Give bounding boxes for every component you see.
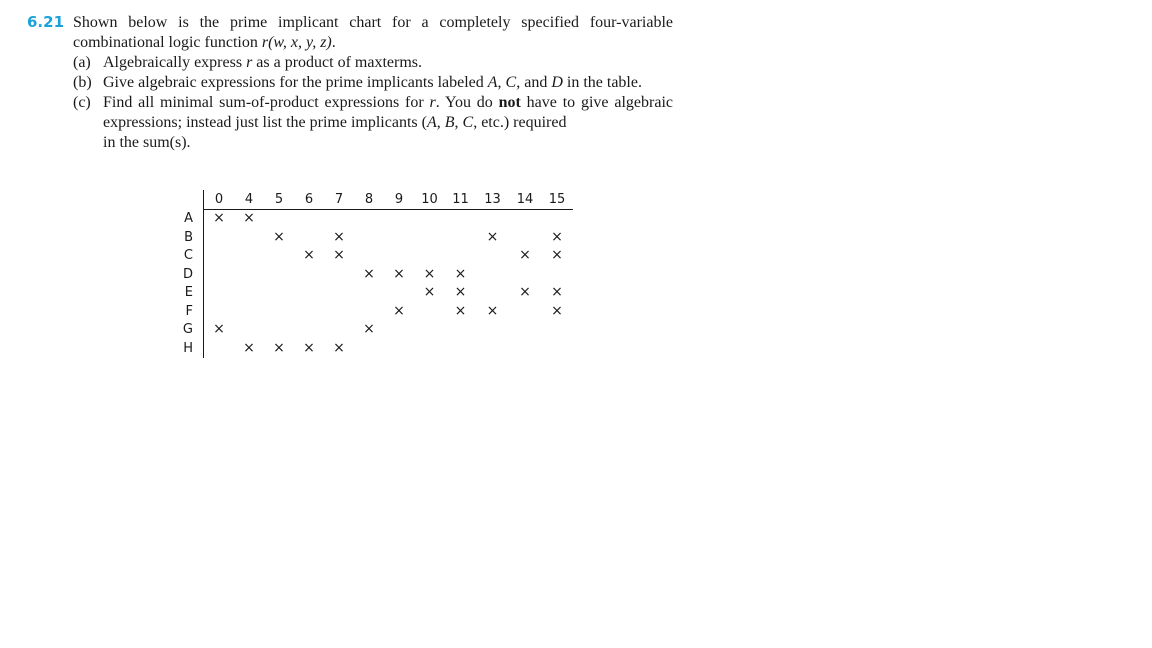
chart-cell: [509, 228, 541, 247]
chart-cell: [294, 339, 324, 358]
prime-implicant-row: [176, 302, 573, 321]
prime-implicant-label: D: [182, 266, 193, 282]
chart-cell: [476, 302, 509, 321]
chart-cell: [414, 284, 445, 303]
chart-cell: [509, 321, 541, 340]
part-a-label: (a): [73, 54, 91, 71]
minterm-header: 15: [541, 190, 573, 209]
chart-cell: [384, 209, 414, 228]
chart-cell: [476, 321, 509, 340]
chart-cell: [509, 339, 541, 358]
chart-cell: [234, 339, 264, 358]
chart-cell: [354, 339, 384, 358]
chart-cell: [204, 228, 235, 247]
chart-cell: [384, 284, 414, 303]
chart-cell: [324, 321, 354, 340]
chart-cell: [264, 321, 294, 340]
minterm-header: 7: [324, 190, 354, 209]
chart-cell: [445, 247, 476, 266]
cover-mark: ×: [551, 247, 563, 264]
chart-cell: [324, 265, 354, 284]
chart-cell: [204, 321, 235, 340]
chart-cell: [384, 321, 414, 340]
cover-mark: ×: [243, 210, 255, 227]
problem-intro: [73, 13, 673, 53]
chart-cell: [445, 339, 476, 358]
chart-cell: [476, 209, 509, 228]
chart-cell: [264, 228, 294, 247]
chart-cell: [234, 302, 264, 321]
chart-cell: [445, 265, 476, 284]
chart-cell: [294, 302, 324, 321]
chart-cell: [204, 302, 235, 321]
chart-cell: [264, 209, 294, 228]
prime-implicant-row: [176, 339, 573, 358]
cover-mark: ×: [213, 210, 225, 227]
prime-implicant-label: B: [184, 229, 193, 245]
prime-implicant-row: [176, 265, 573, 284]
chart-cell: [476, 228, 509, 247]
minterm-header: 5: [264, 190, 294, 209]
chart-cell: [324, 302, 354, 321]
chart-cell: [354, 247, 384, 266]
cover-mark: ×: [551, 228, 563, 245]
prime-implicant-label: F: [185, 303, 193, 319]
prime-implicant-row: [176, 321, 573, 340]
chart-cell: [294, 228, 324, 247]
chart-cell: [509, 247, 541, 266]
chart-cell: [509, 265, 541, 284]
chart-cell: [294, 321, 324, 340]
chart-cell: [476, 247, 509, 266]
chart-cell: [476, 339, 509, 358]
chart-cell: [445, 302, 476, 321]
cover-mark: ×: [363, 265, 375, 282]
cover-mark: ×: [273, 339, 285, 356]
minterm-header: 6: [294, 190, 324, 209]
part-a: [73, 53, 673, 73]
chart-cell: [294, 247, 324, 266]
chart-cell: [354, 302, 384, 321]
chart-cell: [234, 247, 264, 266]
chart-cell: [384, 339, 414, 358]
chart-cell: [204, 247, 235, 266]
chart-cell: [294, 284, 324, 303]
cover-mark: ×: [303, 247, 315, 264]
cover-mark: ×: [519, 284, 531, 301]
minterm-header-row: [176, 190, 573, 209]
cover-mark: ×: [333, 247, 345, 264]
minterm-header: 4: [234, 190, 264, 209]
cover-mark: ×: [333, 339, 345, 356]
cover-mark: ×: [454, 302, 467, 319]
cover-mark: ×: [551, 302, 563, 319]
chart-cell: [204, 339, 235, 358]
prime-implicant-label: C: [183, 248, 193, 264]
chart-cell: [354, 284, 384, 303]
minterm-header: 8: [354, 190, 384, 209]
chart-cell: [354, 265, 384, 284]
part-b-label: (b): [73, 74, 92, 91]
chart-cell: [445, 321, 476, 340]
part-b: [73, 73, 673, 93]
cover-mark: ×: [243, 339, 255, 356]
cover-mark: ×: [423, 265, 436, 282]
prime-implicant-label: A: [184, 211, 193, 226]
chart-cell: [414, 321, 445, 340]
cover-mark: ×: [393, 302, 405, 319]
chart-cell: [541, 284, 573, 303]
cover-mark: ×: [486, 302, 499, 319]
function-name: r(w, x, y, z): [261, 34, 332, 51]
prime-implicant-row: [176, 247, 573, 266]
prime-implicant-label: E: [184, 285, 193, 301]
chart-cell: [541, 321, 573, 340]
chart-cell: [414, 302, 445, 321]
minterm-header: 13: [476, 190, 509, 209]
chart-cell: [541, 339, 573, 358]
chart-cell: [541, 247, 573, 266]
chart-cell: [445, 284, 476, 303]
chart-cell: [414, 209, 445, 228]
chart-cell: [354, 228, 384, 247]
prime-implicant-row: [176, 228, 573, 247]
intro-end: .: [331, 34, 336, 51]
chart-cell: [324, 339, 354, 358]
cover-mark: ×: [273, 228, 285, 245]
chart-cell: [354, 209, 384, 228]
chart-cell: [234, 209, 264, 228]
cover-mark: ×: [333, 228, 345, 245]
chart-cell: [234, 265, 264, 284]
chart-cell: [354, 321, 384, 340]
chart-corner: [176, 190, 204, 209]
prime-implicant-row: [176, 209, 573, 228]
chart-body: [176, 209, 573, 358]
minterm-header: 11: [445, 190, 476, 209]
part-c-label: (c): [73, 94, 91, 111]
chart-cell: [234, 228, 264, 247]
cover-mark: ×: [213, 321, 225, 338]
cover-mark: ×: [423, 284, 436, 301]
chart-cell: [264, 302, 294, 321]
part-c: [73, 93, 673, 153]
prime-implicant-chart: [176, 190, 573, 358]
chart-cell: [509, 209, 541, 228]
chart-cell: [414, 247, 445, 266]
cover-mark: ×: [303, 339, 315, 356]
chart-cell: [445, 228, 476, 247]
chart-cell: [541, 209, 573, 228]
chart-cell: [264, 265, 294, 284]
chart-cell: [234, 321, 264, 340]
chart-cell: [384, 265, 414, 284]
minterm-header: 14: [509, 190, 541, 209]
chart-cell: [414, 228, 445, 247]
chart-cell: [204, 265, 235, 284]
chart-cell: [445, 209, 476, 228]
chart-cell: [294, 209, 324, 228]
chart-cell: [384, 247, 414, 266]
chart-cell: [414, 265, 445, 284]
problem-number: 6.21: [27, 13, 65, 31]
chart-cell: [414, 339, 445, 358]
part-a-text: Algebraically express r as a product of maxterms.: [103, 54, 423, 71]
cover-mark: ×: [486, 228, 499, 245]
chart-cell: [264, 339, 294, 358]
part-b-text: Give algebraic expressions for the prime implicants labeled A, C, and D in the table.: [103, 74, 642, 91]
chart-cell: [541, 302, 573, 321]
chart-cell: [384, 302, 414, 321]
chart-cell: [541, 228, 573, 247]
prime-implicant-label: H: [183, 340, 193, 356]
intro-text: Shown below is the prime implicant chart for a completely specified four-variable combinational logic function: [73, 14, 673, 51]
chart-cell: [384, 228, 414, 247]
cover-mark: ×: [393, 265, 405, 282]
part-c-text: Find all minimal sum-of-product expressions for r. You do not have to give algebraic expressions; instead just list the prime implicants (A, B, C, etc.) required in the sum(s).: [103, 94, 673, 151]
prime-implicant-row: [176, 284, 573, 303]
chart-cell: [234, 284, 264, 303]
chart-cell: [324, 228, 354, 247]
minterm-header: 0: [204, 190, 235, 209]
cover-mark: ×: [519, 247, 531, 264]
cover-mark: ×: [363, 321, 375, 338]
chart-cell: [204, 284, 235, 303]
chart-cell: [264, 284, 294, 303]
chart-cell: [264, 247, 294, 266]
minterm-header: 9: [384, 190, 414, 209]
chart-cell: [294, 265, 324, 284]
cover-mark: ×: [551, 284, 563, 301]
chart-cell: [509, 302, 541, 321]
problem-statement: [73, 13, 673, 153]
prime-implicant-label: G: [182, 322, 193, 338]
cover-mark: ×: [454, 284, 467, 301]
chart-cell: [324, 284, 354, 303]
cover-mark: ×: [454, 265, 467, 282]
chart-cell: [324, 209, 354, 228]
chart-cell: [204, 209, 235, 228]
chart-cell: [541, 265, 573, 284]
chart-cell: [476, 284, 509, 303]
chart-cell: [476, 265, 509, 284]
chart-cell: [324, 247, 354, 266]
minterm-header: 10: [414, 190, 445, 209]
chart-cell: [509, 284, 541, 303]
